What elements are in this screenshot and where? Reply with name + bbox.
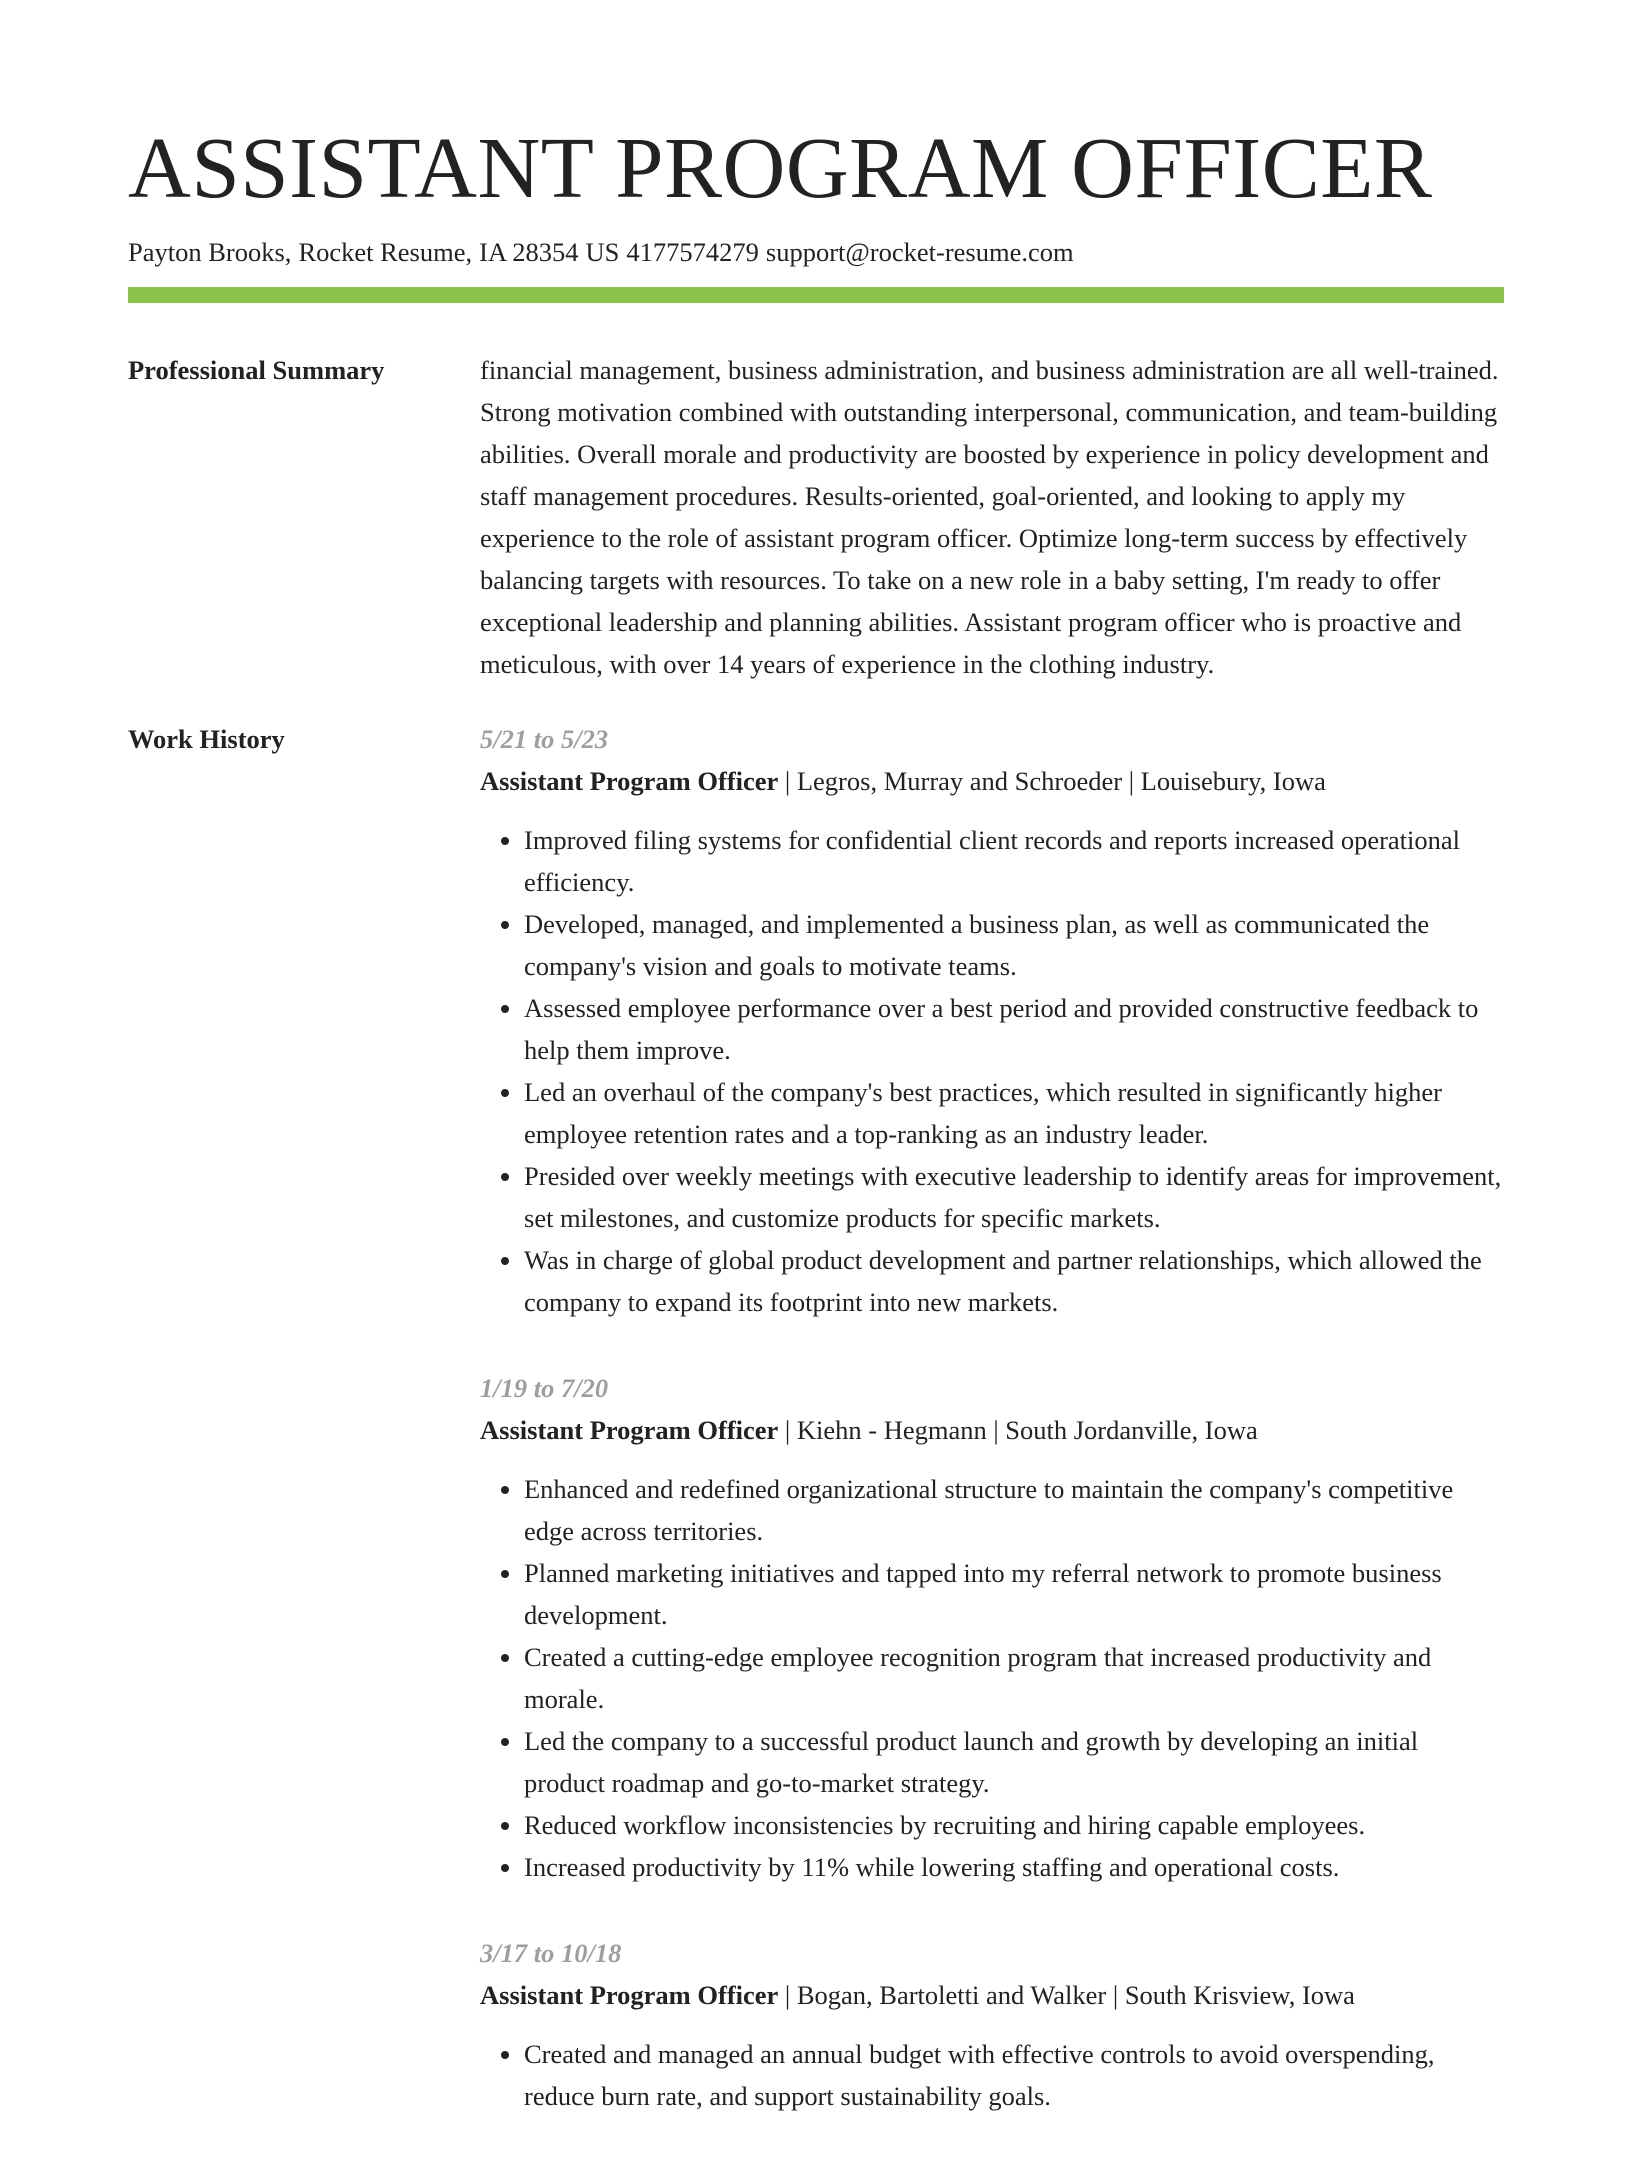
job-bullets [480,2033,1504,2117]
job-title: Assistant Program Officer [480,1979,779,2010]
list-item: • Created a cutting-edge employee recognition program that increased productivity and morale. [524,1636,1504,1720]
job-employer-location: | Legros, Murray and Schroeder | Louisebury, Iowa [778,765,1326,796]
list-item: • Assessed employee performance over a best period and provided constructive feedback to help them improve. [524,987,1504,1071]
job-entry [480,718,1504,1323]
work-history-body [480,718,1504,2161]
resume-page [128,119,1504,2161]
job-title: Assistant Program Officer [480,1414,779,1445]
list-item: • Developed, managed, and implemented a business plan, as well as communicated the company's vision and goals to motivate teams. [524,903,1504,987]
list-item: • Led the company to a successful product launch and growth by developing an initial product roadmap and go-to-market strategy. [524,1720,1504,1804]
list-item: • Enhanced and redefined organizational structure to maintain the company's competitive edge across territories. [524,1468,1504,1552]
contact-phone: 4177574279 [626,237,759,267]
job-entry [480,1367,1504,1888]
contact-state-zip: IA 28354 [479,237,579,267]
list-item: • Created and managed an annual budget with effective controls to avoid overspending, reduce burn rate, and support sustainability goals. [524,2033,1504,2117]
job-dates: 1/19 to 7/20 [480,1372,609,1403]
section-label-work-history: Work History [128,723,285,754]
summary-text: financial management, business administration, and business administration are all well-trained. Strong motivation combined with outstanding interpersonal, communication, and team-building abilities. Overall morale and productivity are boosted by experience in policy development and staff management procedures. Results-oriented, goal-oriented, and looking to apply my experience to the role of assistant program officer. Optimize long-term success by effectively balancing targets with resources. To take on a new role in a baby setting, I'm ready to offer exceptional leadership and planning abilities. Assistant program officer who is proactive and meticulous, with over 14 years of experience in the clothing industry. [480,354,1499,679]
job-title: Assistant Program Officer [480,765,779,796]
list-item: • Was in charge of global product development and partner relationships, which allowed the company to expand its footprint into new markets. [524,1239,1504,1323]
job-employer-location: | Bogan, Bartoletti and Walker | South Krisview, Iowa [778,1979,1355,2010]
summary-body [480,349,1504,685]
list-item: • Planned marketing initiatives and tapped into my referral network to promote business development. [524,1552,1504,1636]
list-item: • Reduced workflow inconsistencies by recruiting and hiring capable employees. [524,1804,1504,1846]
list-item: • Led an overhaul of the company's best practices, which resulted in significantly higher employee retention rates and a top-ranking as an industry leader. [524,1071,1504,1155]
job-heading [480,1409,1504,1451]
job-bullets [480,819,1504,1323]
contact-line [128,237,1504,269]
contact-name: Payton Brooks, [128,237,292,267]
accent-divider [128,287,1504,303]
contact-email: support@rocket-resume.com [765,237,1074,267]
job-dates: 3/17 to 10/18 [480,1937,622,1968]
contact-country: US [585,237,620,267]
job-bullets [480,1468,1504,1888]
section-label-summary: Professional Summary [128,354,385,385]
summary-section [128,349,1504,685]
page-title: ASSISTANT PROGRAM OFFICER [128,119,1433,216]
job-dates: 5/21 to 5/23 [480,723,609,754]
job-employer-location: | Kiehn - Hegmann | South Jordanville, Iowa [778,1414,1258,1445]
list-item: • Improved filing systems for confidential client records and reports increased operational efficiency. [524,819,1504,903]
job-heading [480,760,1504,802]
contact-city: Rocket Resume, [298,237,473,267]
job-entry [480,1932,1504,2117]
work-history-section [128,718,1504,2161]
job-heading [480,1974,1504,2016]
list-item: • Presided over weekly meetings with executive leadership to identify areas for improvement, set milestones, and customize products for specific markets. [524,1155,1504,1239]
list-item: • Increased productivity by 11% while lowering staffing and operational costs. [524,1846,1504,1888]
